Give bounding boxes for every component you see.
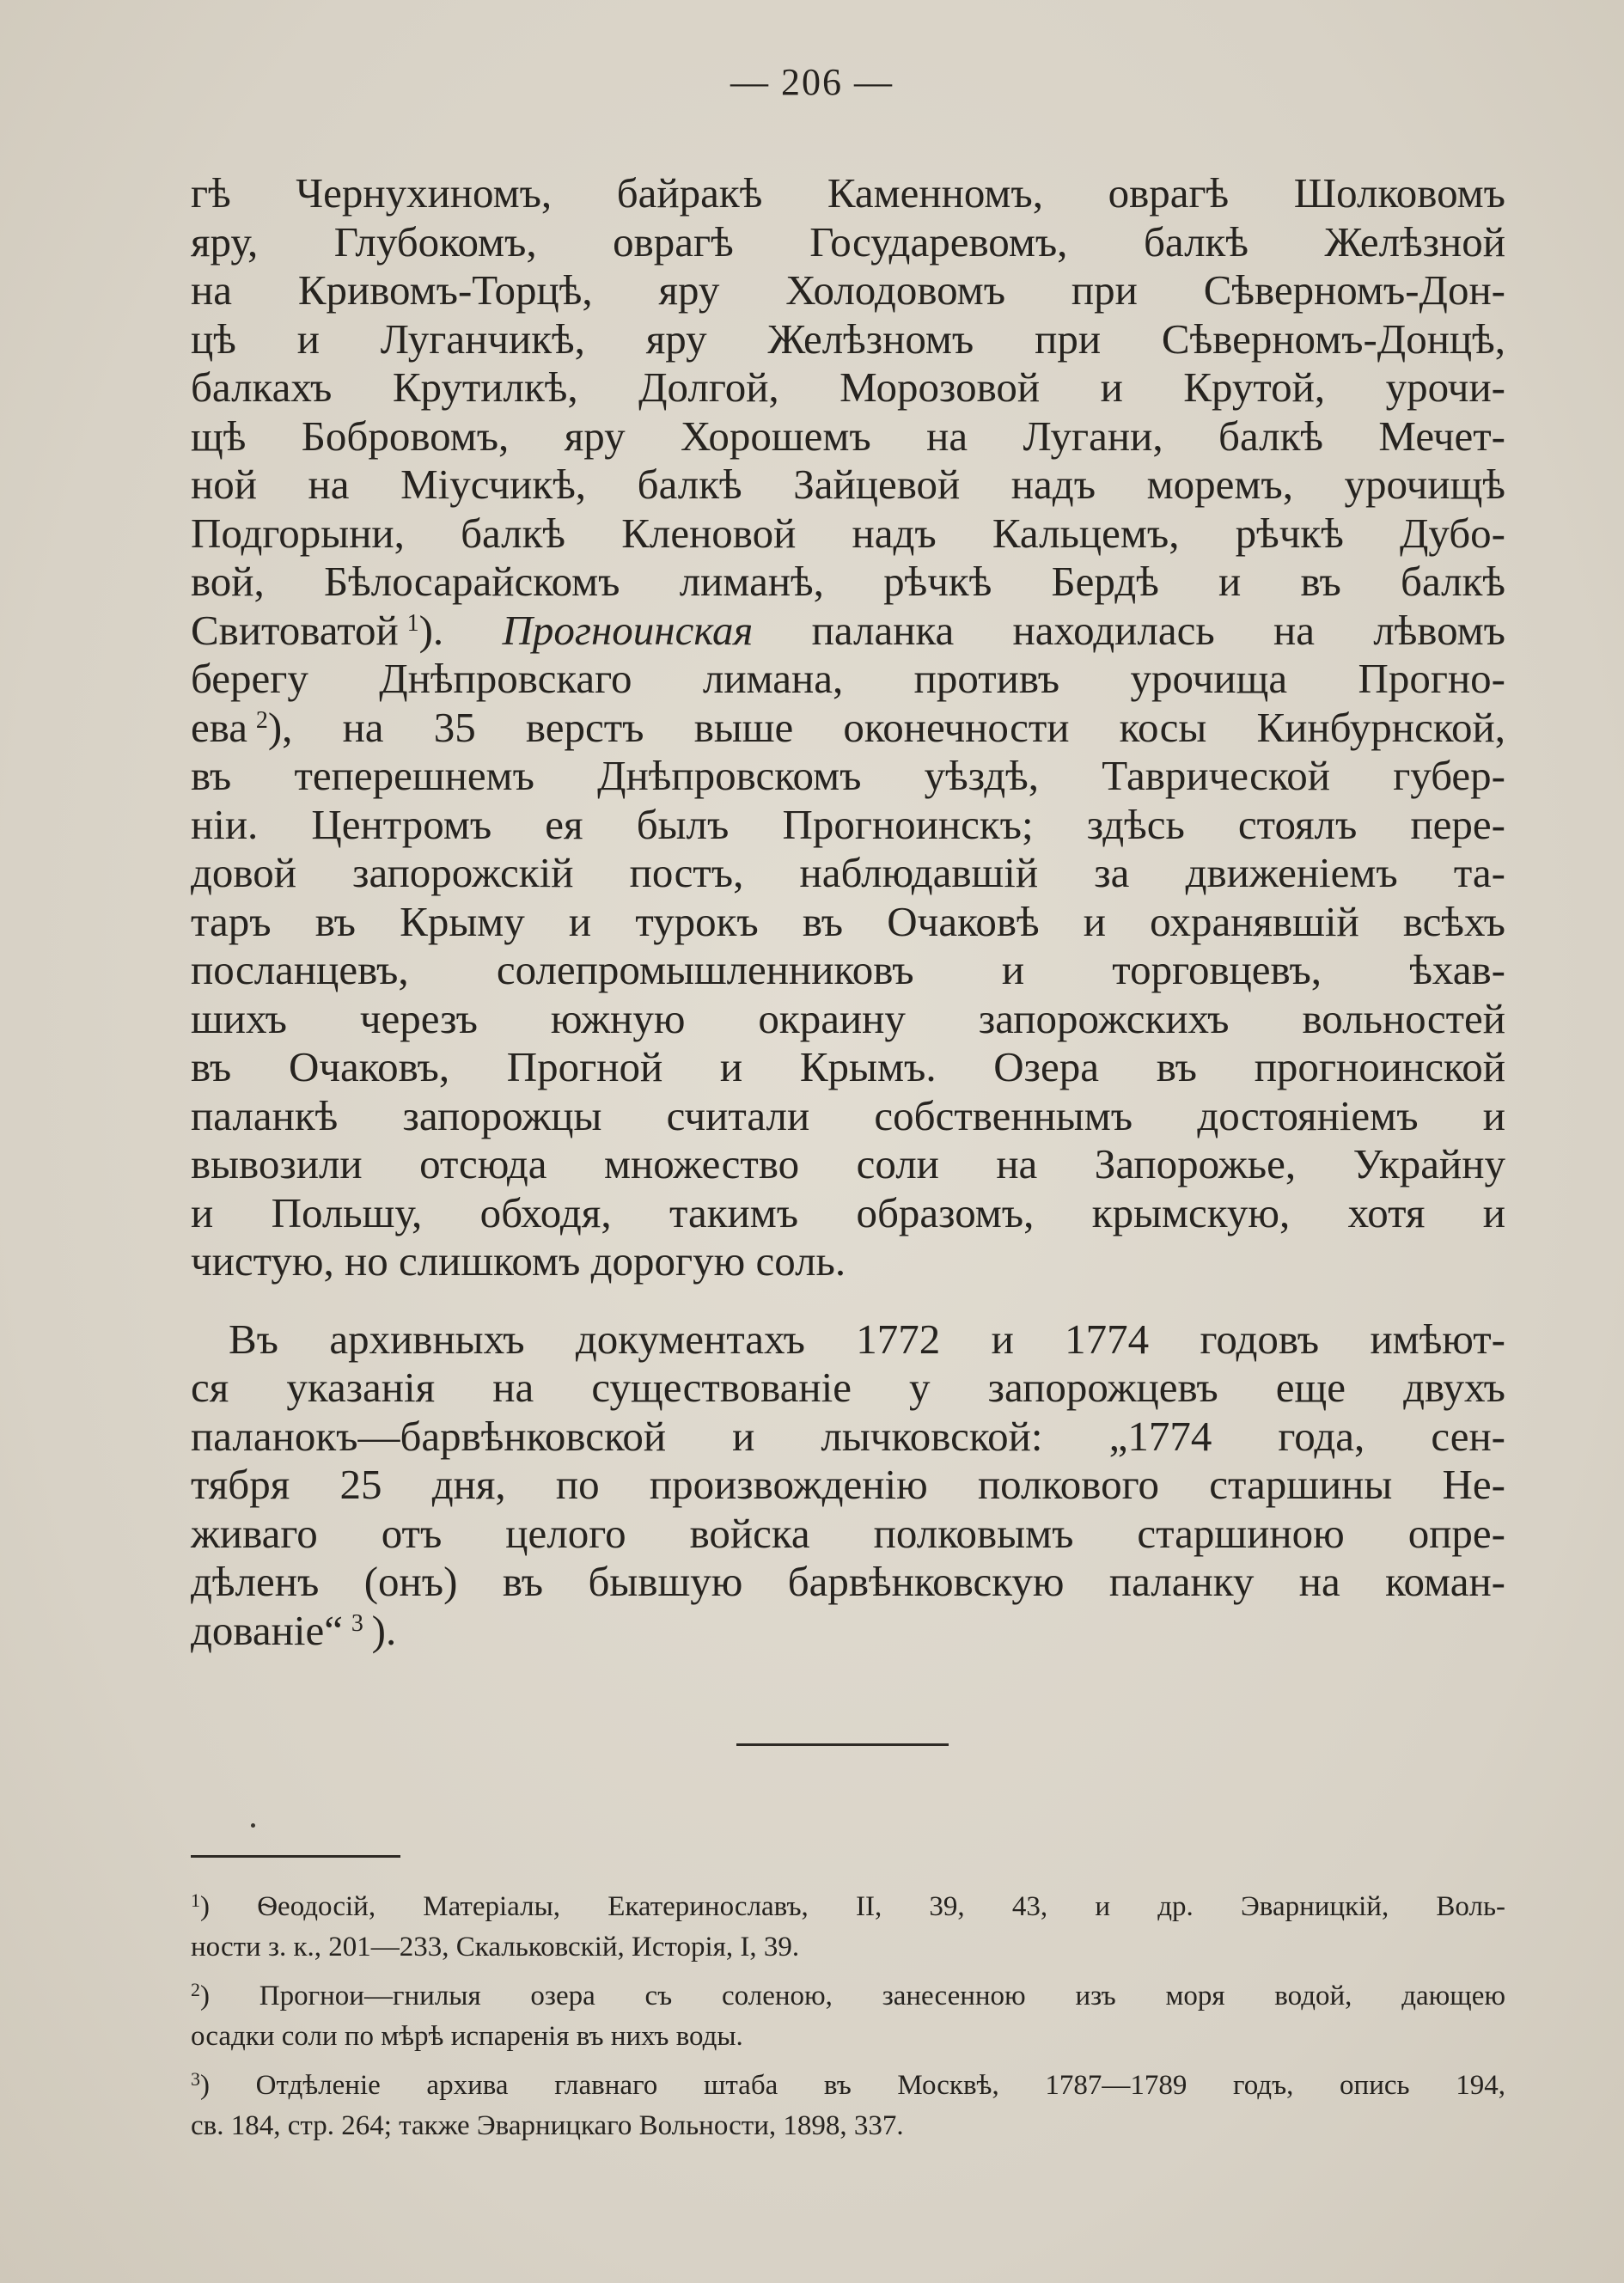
text-line — [191, 704, 1505, 753]
text-segment: ). — [371, 1606, 397, 1654]
text-segment: ), на 35 верстъ выше оконечности косы Кинбурнской, — [267, 703, 1505, 751]
text-segment: ева — [191, 703, 247, 751]
text-line: и Польшу, обходя, такимъ образомъ, крымскую, хотя и — [191, 1188, 1505, 1236]
text-line: паланокъ—барвѣнковской и лычковской: „1774 года, сен- — [191, 1412, 1505, 1460]
text-line: посланцевъ, солепромышленниковъ и торговцевъ, ѣхав- — [191, 946, 1505, 993]
footnote-mark: 2 — [191, 1979, 200, 2000]
text-line: цѣ и Луганчикѣ, яру Желѣзномъ при Сѣверномъ-Донцѣ, — [191, 314, 1505, 363]
text-line: паланкѣ запорожцы считали собственнымъ достояніемъ и — [191, 1091, 1505, 1139]
text-line: на Кривомъ-Торцѣ, яру Холодовомъ при Сѣверномъ-Дон- — [191, 266, 1505, 314]
text-line: Въ архивныхъ документахъ 1772 и 1774 годовъ имѣют- — [229, 1315, 1505, 1363]
text-segment: ). — [418, 606, 444, 654]
text-line: балкахъ Крутилкѣ, Долгой, Морозовой и Крутой, урочи- — [191, 363, 1505, 411]
footnote-line: св. 184, стр. 264; также Эварницкаго Вольности, 1898, 337. — [191, 2110, 904, 2141]
footnote-mark: 1 — [191, 1889, 200, 1911]
footnote-rule — [191, 1855, 400, 1858]
text-line: яру, Глубокомъ, оврагѣ Государевомъ, балкѣ Желѣзной — [191, 217, 1505, 266]
text-line: берегу Днѣпровскаго лимана, противъ урочища Прогно- — [191, 655, 1505, 702]
paragraph-gap — [191, 1286, 1505, 1315]
footnote-line — [191, 1976, 1505, 2017]
footnote-line: ности з. к., 201—233, Скальковскій, Исторія, I, 39. — [191, 1932, 800, 1963]
footnote-text: ) Отдѣленіе архива главнаго штаба въ Москвѣ, 1787—1789 годъ, опись 194, — [200, 2070, 1505, 2101]
footnote-line — [191, 2066, 1505, 2106]
text-line: щѣ Бобровомъ, яру Хорошемъ на Лугани, балкѣ Мечет- — [191, 412, 1505, 460]
text-line: таръ въ Крыму и турокъ въ Очаковѣ и охранявшій всѣхъ — [191, 897, 1505, 945]
text-line: чистую, но слишкомъ дорогую соль. — [191, 1237, 846, 1285]
text-segment: дованіе“ — [191, 1606, 344, 1654]
footnotes — [191, 1887, 1505, 2146]
text-line: въ Очаковъ, Прогной и Крымъ. Озера въ прогноинской — [191, 1043, 1505, 1090]
footnote-ref: 2 — [255, 706, 268, 734]
italic-term: Прогноинская — [502, 606, 754, 654]
main-text — [191, 169, 1505, 1655]
footnote-line — [191, 1887, 1505, 1927]
text-line — [191, 1607, 1505, 1656]
text-line: дѣленъ (онъ) въ бывшую барвѣнковскую паланку на коман- — [191, 1558, 1505, 1605]
text-segment: Свитоватой — [191, 606, 399, 654]
footnote-text: ) Ѳеодосій, Матеріалы, Екатеринославъ, II, 39, 43, и др. Эварницкій, Воль- — [200, 1891, 1505, 1922]
print-speck — [251, 1823, 255, 1828]
text-line: тября 25 дня, по произвожденію полкового старшины Не- — [191, 1461, 1505, 1508]
section-separator-rule — [736, 1743, 949, 1746]
text-line: вой, Бѣлосарайскомъ лиманѣ, рѣчкѣ Бердѣ и въ балкѣ — [191, 558, 1505, 605]
footnote-ref: 3 — [351, 1609, 363, 1637]
text-line: ной на Міусчикѣ, балкѣ Зайцевой надъ моремъ, урочищѣ — [191, 461, 1505, 508]
text-line: гѣ Чернухиномъ, байракѣ Каменномъ, оврагѣ Шолковомъ — [191, 169, 1505, 217]
text-line: ся указанія на существованіе у запорожцевъ еще двухъ — [191, 1364, 1505, 1411]
footnote-mark: 3 — [191, 2068, 200, 2090]
page-number: — 206 — — [730, 61, 894, 103]
text-line: шихъ черезъ южную окраину запорожскихъ вольностей — [191, 994, 1505, 1042]
text-line: въ теперешнемъ Днѣпровскомъ уѣздѣ, Таврической губер- — [191, 752, 1505, 799]
footnote-text: ) Прогнои—гнилыя озера съ соленою, занесенною изъ моря водой, дающею — [200, 1981, 1505, 2011]
text-segment: паланка находилась на лѣвомъ — [811, 606, 1506, 654]
footnote-line: осадки соли по мѣрѣ испаренія въ нихъ воды. — [191, 2021, 743, 2052]
text-line: живаго отъ целого войска полковымъ старшиною опре- — [191, 1509, 1505, 1557]
footnote-ref: 1 — [406, 609, 419, 637]
text-line — [191, 607, 1505, 656]
text-line: вывозили отсюда множество соли на Запорожье, Украйну — [191, 1140, 1505, 1187]
text-line: Подгорыни, балкѣ Кленовой надъ Кальцемъ, рѣчкѣ Дубо- — [191, 509, 1505, 557]
text-line: ніи. Центромъ ея былъ Прогноинскъ; здѣсь стоялъ пере- — [191, 800, 1505, 848]
text-line: довой запорожскій постъ, наблюдавшій за движеніемъ та- — [191, 849, 1505, 896]
